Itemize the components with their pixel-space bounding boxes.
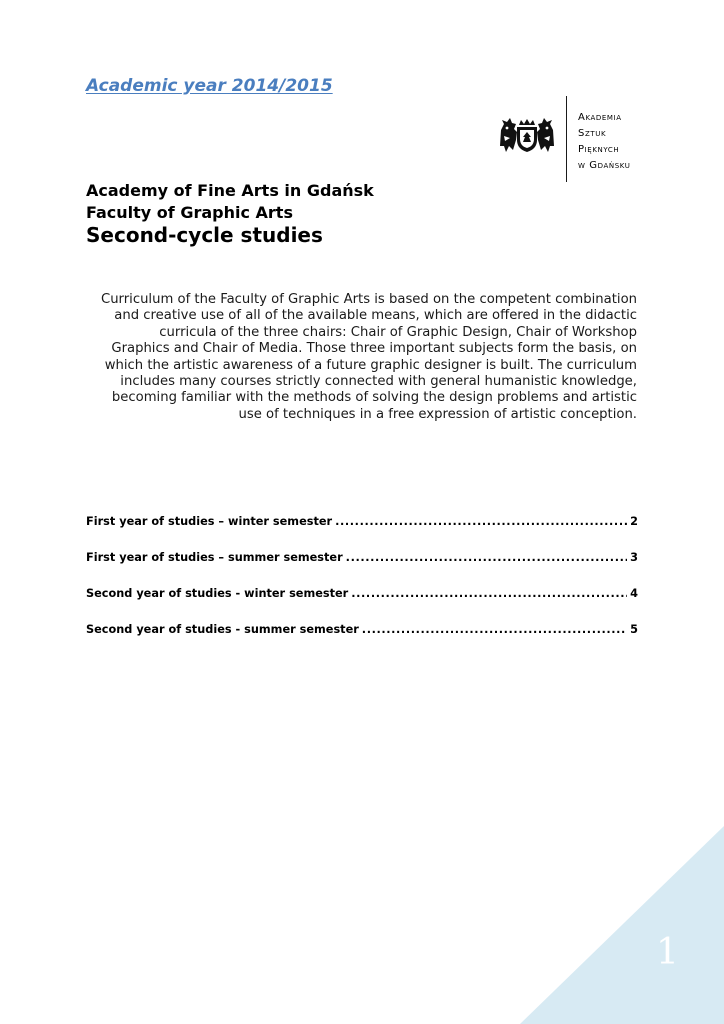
description-line: becoming familiar with the methods of solving the design problems and artistic (111, 390, 637, 406)
description-line: includes many courses strictly connected with general humanistic knowledge, (120, 374, 637, 390)
logo-line: Akademia (578, 112, 622, 123)
toc-leader-dots (362, 623, 627, 636)
page-corner-triangle (520, 826, 724, 1024)
toc-entry-second-year-winter[interactable] (86, 587, 638, 605)
curriculum-description (86, 292, 637, 423)
toc-entry-second-year-summer[interactable] (86, 623, 638, 641)
toc-entry-label: First year of studies – winter semester (86, 515, 333, 528)
toc-page-number: 4 (630, 587, 638, 600)
crowned-lions-shield-icon (498, 116, 556, 154)
toc-entry-first-year-winter[interactable] (86, 515, 638, 533)
description-line: use of techniques in a free expression of artistic conception. (238, 406, 637, 422)
description-line: which the artistic awareness of a future graphic designer is built. The curriculum (104, 357, 637, 373)
toc-entry-first-year-summer[interactable] (86, 551, 638, 569)
toc-entry-label: Second year of studies - winter semester (86, 587, 349, 600)
academic-year-title: Academic year 2014/2015 (86, 76, 333, 96)
faculty-heading: Faculty of Graphic Arts (86, 203, 293, 222)
toc-page-number: 3 (630, 551, 638, 564)
logo-line: Sztuk (578, 128, 607, 139)
toc-page-number: 2 (630, 515, 638, 528)
page-number: 1 (656, 932, 679, 973)
description-line: Graphics and Chair of Media. Those three important subjects form the basis, on (111, 341, 637, 357)
toc-entry-label: Second year of studies - summer semester (86, 623, 359, 636)
description-line: and creative use of all of the available means, which are offered in the didactic (114, 308, 637, 324)
program-heading: Second-cycle studies (86, 223, 323, 247)
logo-divider (566, 96, 567, 182)
toc-page-number: 5 (630, 623, 638, 636)
toc-entry-label: First year of studies – summer semester (86, 551, 343, 564)
toc-leader-dots (346, 551, 627, 564)
toc-leader-dots (351, 587, 627, 600)
description-line: Curriculum of the Faculty of Graphic Arts is based on the competent combination (100, 292, 637, 307)
institution-heading: Academy of Fine Arts in Gdańsk (86, 181, 374, 200)
description-line: curricula of the three chairs: Chair of Graphic Design, Chair of Workshop (159, 324, 637, 340)
logo-line: Pięknych (578, 144, 620, 155)
logo-wordmark (578, 110, 631, 174)
academy-logo (496, 96, 656, 182)
toc-leader-dots (335, 515, 627, 528)
logo-line: w Gdańsku (578, 160, 631, 171)
